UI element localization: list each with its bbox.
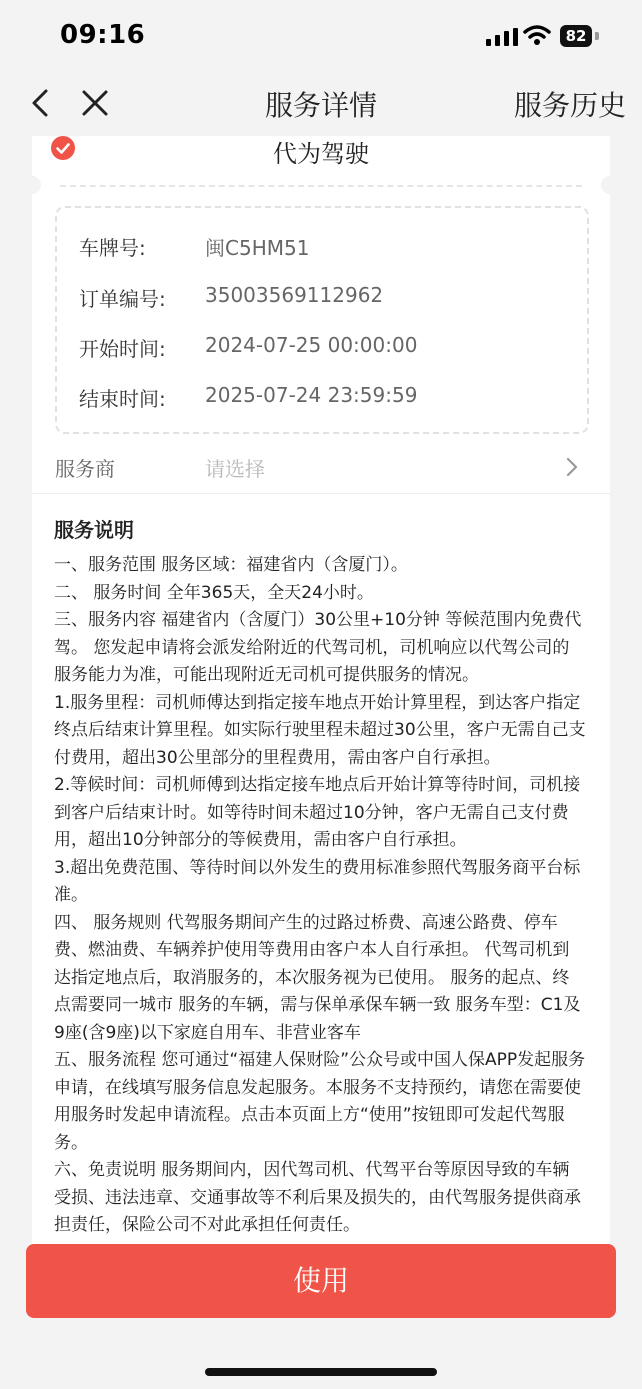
signal-icon: [486, 28, 518, 46]
wifi-icon: [523, 24, 551, 46]
order-number-value: 35003569112962: [205, 283, 384, 307]
end-time-row: [79, 383, 579, 415]
plate-row: [79, 232, 579, 264]
service-detail-card: [32, 136, 610, 1244]
desc-paragraph: 四、 服务规则 代驾服务期间产生的过路过桥费、高速公路费、停车费、燃油费、车辆养护使用等费用由客户本人自行承担。 代驾司机到达指定地点后，取消服务的，本次服务视为已使用。 服务的起点、终点需要同一城市 服务的车辆，需与保单承保车辆一致 服务车型：C1及9座(含9座)以下家庭自用车、非营业客车: [54, 912, 581, 1043]
service-title: 代为驾驶: [273, 140, 369, 168]
end-time-label: 结束时间:: [79, 387, 166, 411]
plate-value: 闽C5HM51: [205, 236, 310, 260]
dashed-divider: [60, 185, 582, 187]
plate-label: 车牌号:: [79, 236, 146, 260]
end-time-value: 2025-07-24 23:59:59: [205, 383, 418, 407]
card-notch-left: [32, 176, 41, 194]
start-time-value: 2024-07-25 00:00:00: [205, 333, 418, 357]
provider-label: 服务商: [55, 457, 115, 481]
card-header: [32, 136, 610, 172]
provider-select[interactable]: [32, 441, 610, 494]
desc-paragraph: 三、服务内容 福建省内（含厦门）30公里+10分钟 等候范围内免费代驾。 您发起申请将会派发给附近的代驾司机，司机响应以代驾公司的服务能力为准，可能出现附近无司机可提供服务的情况。: [54, 610, 582, 685]
start-time-label: 开始时间:: [79, 337, 166, 361]
nav-bar: [0, 72, 642, 136]
home-indicator: [205, 1368, 437, 1376]
card-notch-right: [601, 176, 610, 194]
desc-paragraph: 六、免责说明 服务期间内，因代驾司机、代驾平台等原因导致的车辆受损、违法违章、交通事故等不利后果及损失的，由代驾服务提供商承担责任，保险公司不对此承担任何责任。: [54, 1160, 581, 1235]
order-number-label: 订单编号:: [79, 287, 166, 311]
use-button[interactable]: 使用: [26, 1244, 616, 1318]
battery-icon: [560, 25, 592, 47]
description-title: 服务说明: [54, 518, 134, 542]
start-time-row: [79, 333, 579, 365]
status-time: 09:16: [60, 20, 146, 50]
chevron-right-icon: [564, 455, 580, 479]
battery-tip: [595, 32, 599, 40]
desc-paragraph: 3.超出免费范围、等待时间以外发生的费用标准参照代驾服务商平台标准。: [54, 857, 581, 905]
desc-paragraph: 一、服务范围 服务区域：福建省内（含厦门）。: [54, 555, 408, 575]
service-history-link[interactable]: 服务历史: [513, 89, 626, 122]
order-info-box: [55, 206, 589, 434]
page-title: 服务详情: [264, 89, 377, 122]
provider-placeholder: 请选择: [205, 457, 265, 481]
description-body: [54, 552, 586, 1240]
battery-level: 82: [565, 27, 587, 45]
order-number-row: [79, 283, 579, 315]
desc-paragraph: 二、 服务时间 全年365天，全天24小时。: [54, 582, 374, 603]
status-bar: [0, 0, 642, 72]
close-icon[interactable]: [78, 86, 112, 120]
desc-paragraph: 五、服务流程 您可通过“福建人保财险”公众号或中国人保APP发起服务申请，在线填写服务信息发起服务。本服务不支持预约，请您在需要使用服务时发起申请流程。点击本页面上方“使用”按钮即可发起代驾服务。: [54, 1050, 586, 1153]
desc-paragraph: 2.等候时间：司机师傅到达指定接车地点后开始计算等待时间，司机接到客户后结束计时。如等待时间未超过10分钟，客户无需自己支付费用，超出10分钟部分的等候费用，需由客户自行承担。: [54, 775, 581, 850]
back-icon[interactable]: [24, 86, 58, 120]
desc-paragraph: 1.服务里程：司机师傅达到指定接车地点开始计算里程，到达客户指定终点后结束计算里程。如实际行驶里程未超过30公里，客户无需自己支付费用，超出30公里部分的里程费用，需由客户自行承担。: [54, 692, 586, 768]
